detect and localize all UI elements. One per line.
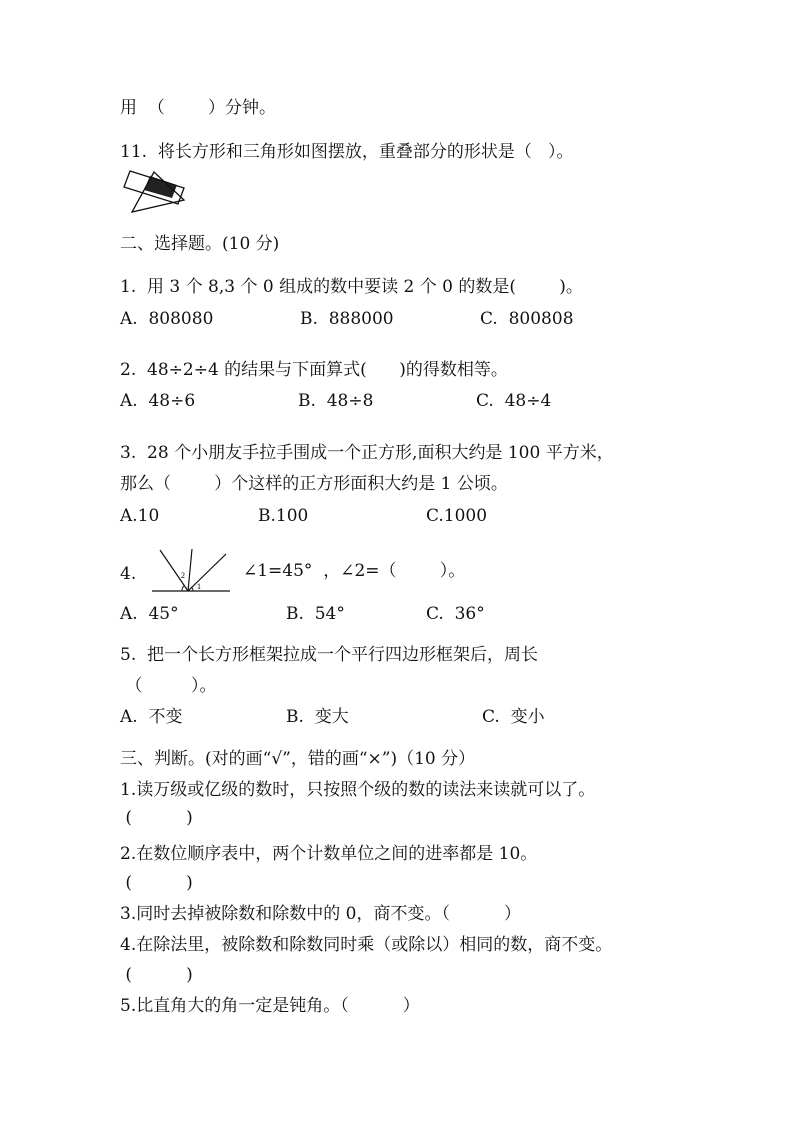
section2-q1-text: 1. 用 3 个 8,3 个 0 组成的数中要读 2 个 0 的数是( )。 [120, 277, 583, 297]
section2-q4-text: ∠1=45° ，∠2=（ ）。 [243, 561, 466, 581]
option-c: C. 36° [426, 604, 485, 624]
judge-item-5: 5.比直角大的角一定是钝角。（ ） [120, 996, 420, 1016]
section2-q2-text: 2. 48÷2÷4 的结果与下面算式( )的得数相等。 [120, 360, 508, 380]
judge-item-3: 3.同时去掉被除数和除数中的 0，商不变。（ ） [120, 904, 521, 924]
judge-item-4: 4.在除法里，被除数和除数同时乘（或除以）相同的数，商不变。 [120, 935, 613, 955]
judge-item-4-blank: ( ) [120, 965, 193, 985]
q11-text: 11. 将长方形和三角形如图摆放，重叠部分的形状是（ ）。 [120, 142, 574, 162]
judge-item-2: 2.在数位顺序表中，两个计数单位之间的进率都是 10。 [120, 844, 538, 864]
option-c: C.1000 [426, 506, 488, 526]
option-c: C. 48÷4 [476, 391, 552, 411]
section2-q5-line2: （ ）。 [120, 676, 217, 696]
option-a: A. 808080 [120, 309, 214, 329]
section3-title: 三、判断。(对的画“√”，错的画“×”)（10 分） [120, 749, 476, 769]
section2-q5-options [120, 706, 680, 728]
option-b: B.100 [258, 506, 309, 526]
judge-item-1-blank: ( ) [120, 808, 193, 828]
option-a: A. 45° [120, 604, 179, 624]
option-b: B. 54° [286, 604, 345, 624]
option-c: C. 800808 [480, 309, 574, 329]
continuation-line: 用 （ ）分钟。 [120, 98, 277, 118]
section2-q3-options [120, 505, 680, 527]
option-a: A. 不变 [120, 707, 183, 727]
section2-title: 二、选择题。(10 分) [120, 234, 280, 254]
judge-item-1: 1.读万级或亿级的数时，只按照个级的数的读法来读就可以了。 [120, 780, 596, 800]
option-b: B. 888000 [300, 309, 394, 329]
section2-q3-line2: 那么（ ）个这样的正方形面积大约是 1 公顷。 [120, 474, 508, 494]
judge-item-2-blank: ( ) [120, 873, 193, 893]
section2-q1-options [120, 308, 680, 330]
option-b: B. 48÷8 [298, 391, 374, 411]
angle-1-label: 1 [197, 582, 201, 591]
option-a: A. 48÷6 [120, 391, 196, 411]
angle-2-label: 2 [181, 571, 185, 580]
section2-q5-line1: 5. 把一个长方形框架拉成一个平行四边形框架后，周长 [120, 645, 539, 665]
option-c: C. 变小 [482, 707, 545, 727]
angle-figure [150, 548, 232, 598]
option-b: B. 变大 [286, 707, 349, 727]
section2-q4-options [120, 603, 680, 625]
option-a: A.10 [120, 506, 160, 526]
rectangle-triangle-figure [122, 168, 188, 214]
section2-q3-line1: 3. 28 个小朋友手拉手围成一个正方形,面积大约是 100 平方米， [120, 443, 614, 463]
section2-q2-options [120, 390, 680, 412]
section2-q4-number: 4. [120, 564, 137, 584]
